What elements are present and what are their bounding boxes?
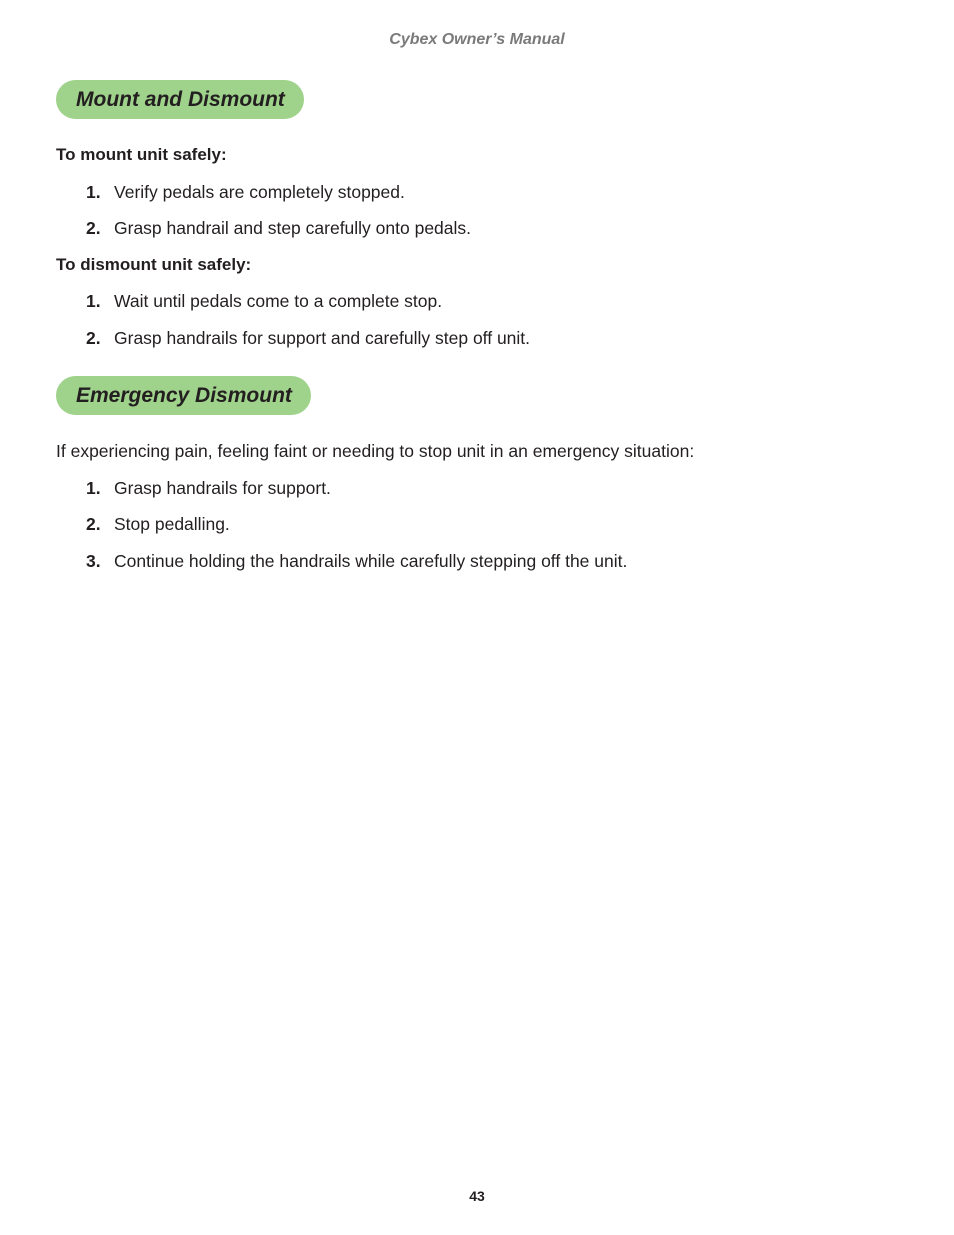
step-number: 2. <box>86 514 101 534</box>
page-number: 43 <box>469 1188 485 1204</box>
section-heading-mount-and-dismount: Mount and Dismount <box>56 80 304 119</box>
emergency-step-1 <box>86 478 331 499</box>
step-number: 1. <box>86 182 101 202</box>
step-text: Verify pedals are completely stopped. <box>114 182 405 202</box>
emergency-intro-text: If experiencing pain, feeling faint or needing to stop unit in an emergency situation: <box>56 441 695 461</box>
running-header-title: Cybex Owner’s Manual <box>389 31 565 48</box>
mount-step-1 <box>86 182 405 203</box>
step-text: Wait until pedals come to a complete stop. <box>114 291 443 311</box>
emergency-step-3 <box>86 551 627 572</box>
section-heading-emergency-dismount: Emergency Dismount <box>56 376 311 415</box>
step-text: Grasp handrail and step carefully onto pedals. <box>114 218 472 238</box>
step-text: Stop pedalling. <box>114 514 230 534</box>
step-text: Grasp handrails for support and carefully step off unit. <box>114 328 531 348</box>
step-number: 3. <box>86 551 101 571</box>
emergency-step-2 <box>86 514 230 535</box>
step-text: Grasp handrails for support. <box>114 478 331 498</box>
step-number: 2. <box>86 218 101 238</box>
dismount-subheading: To dismount unit safely: <box>56 255 252 274</box>
step-text: Continue holding the handrails while carefully stepping off the unit. <box>114 551 628 571</box>
step-number: 2. <box>86 328 101 348</box>
dismount-step-1 <box>86 291 442 312</box>
step-number: 1. <box>86 478 101 498</box>
mount-subheading: To mount unit safely: <box>56 145 227 164</box>
dismount-step-2 <box>86 328 530 349</box>
mount-step-2 <box>86 218 471 239</box>
step-number: 1. <box>86 291 101 311</box>
